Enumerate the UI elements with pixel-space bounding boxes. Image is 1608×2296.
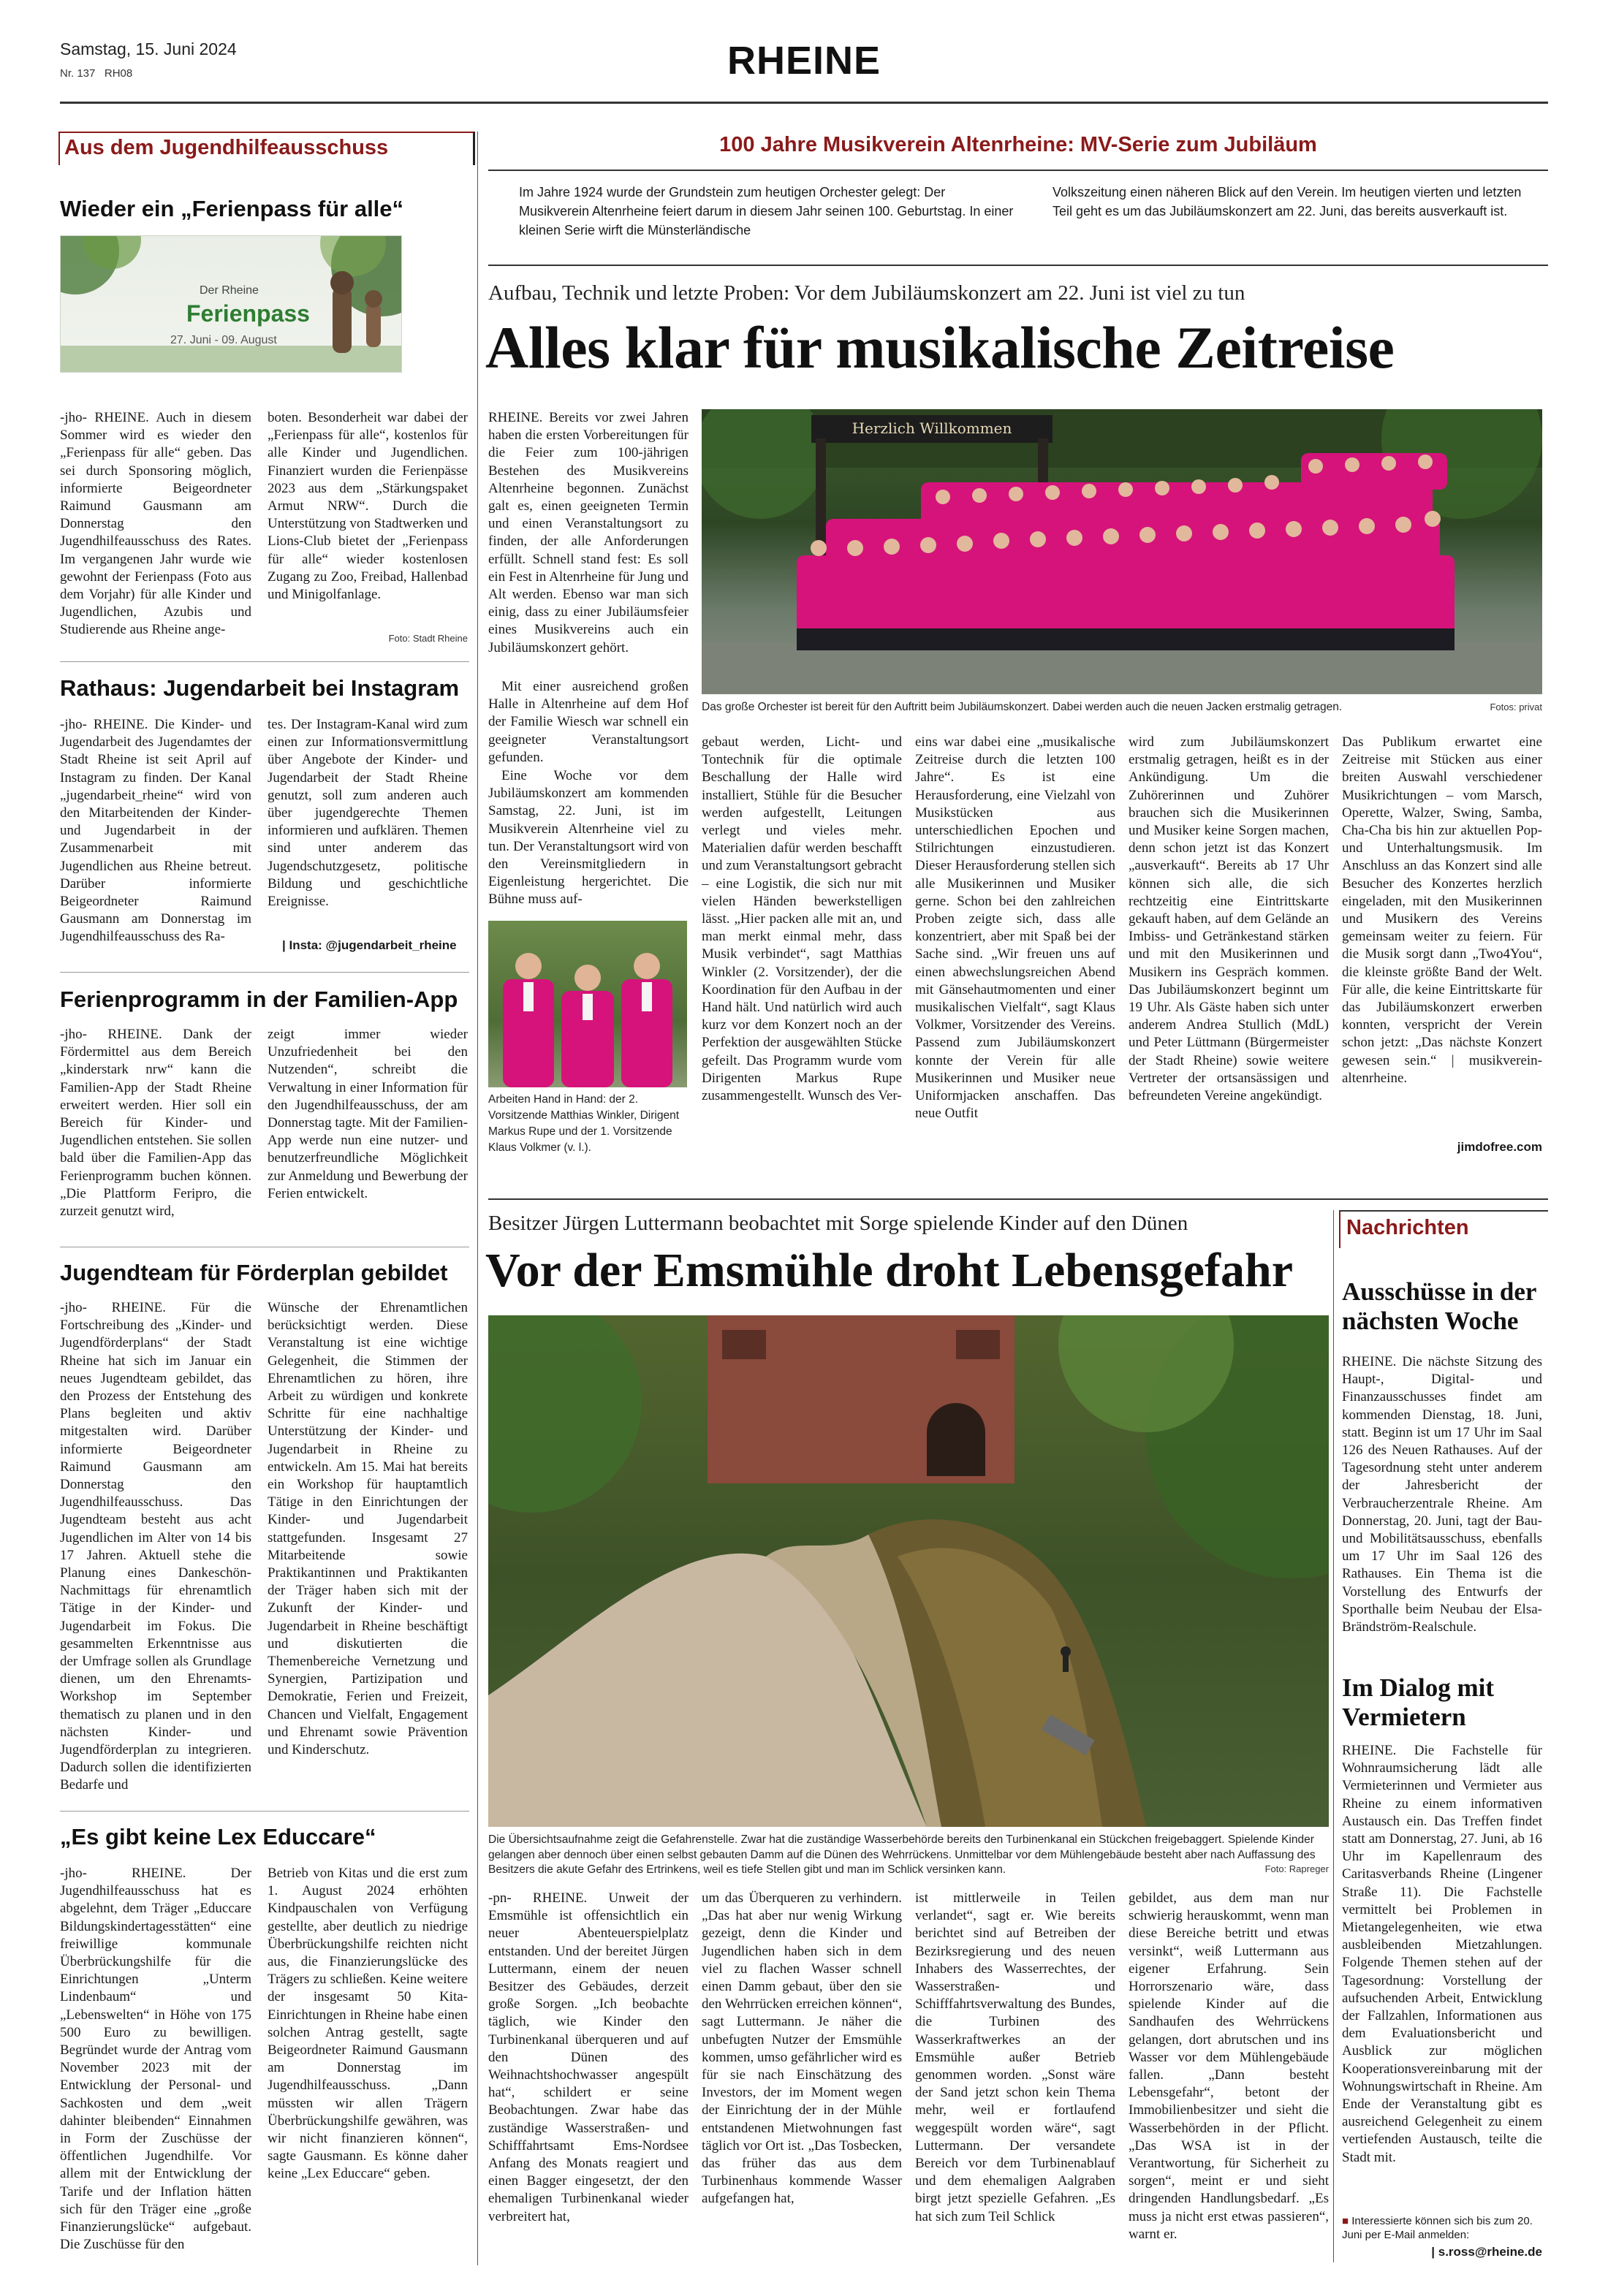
masthead-date: Samstag, 15. Juni 2024 bbox=[60, 39, 237, 58]
board-caption: Arbeiten Hand in Hand: der 2. Vorsitzende Matthias Winkler, Dirigent Markus Rupe und der 1. Vorsitzende Klaus Volkmer (v. l.). bbox=[488, 1093, 680, 1154]
mv-col4: wird zum Jubiläumskonzert erstmalig getragen, heißt es in der Ankündigung. Um die Zuhörerinnen und Zuhörer brauchen sich die Musikerinnen und Musiker keine Sorgen machen, denn schon jetzt ist das Konzert „ausverkauft“. Bereits ab 17 Uhr können sich alle, die sich rechtzeitig eine Eintrittskarte gekauft haben, auf dem Gelände an Imbiss- und Getränkestand stärken und mit den Musikerinnen und Musikern ins Gespräch kommen. Das Jubiläumskonzert beginnt um 19 Uhr. Als Gäste haben sich unter anderem Andrea Stullich (MdL) und Peter Lüttmann (Bürgermeister der Stadt Rheine) sowie weitere Vertreter der ortsansässigen und befreundeten Vereine angekündigt. bbox=[1129, 734, 1329, 1104]
jugendteam-col1: -jho- RHEINE. Für die Fortschreibung des „Kinder- und Jugendförderplans“ der Stadt Rheine hat sich im Januar ein neues Jugendteam gebildet, das den Prozess der Entstehung des Plans begleiten und aktiv mitgestalten wird. Darüber informierte Beigeordneter Raimund Gausmann am Donnerstag den Jugendhilfeausschuss. Das Jugendteam besteht aus acht Jugendlichen im Alter von 14 bis 17 Jahren. Aktuell stehe die Planung eines Dankeschön-Nachmittags für ehrenamtlich Tätige in der Kinder- und Jugendarbeit im Fokus. Die gesammelten Erkenntnisse aus der Umfrage sollen als Grundlage dienen, um den Ehrenamts-Workshop im September thematisch zu planen und in den nächsten Kinder- und Jugendförderplan zu integrieren. Dadurch sollen die identifizierten Bedarfe und bbox=[60, 1300, 251, 1793]
orchestra-graphic bbox=[702, 409, 1542, 694]
news-note-text: Interessierte können sich bis zum 20. Juni per E-Mail anmelden: bbox=[1342, 2215, 1533, 2241]
mv-bottom-rule bbox=[488, 1198, 1548, 1200]
divider-2 bbox=[60, 972, 469, 973]
educcare-col2: Betrieb von Kitas und die erst zum 1. August 2024 erhöhten Kindpauschalen von Verfügung gestellte, aber deutlich zu niedrige Überbrückungshilfe reichten nicht aus, die Finanzierungslücke des Trägers zu schließen. Keine weitere der insgesamt 50 Kita-Einrichtungen in Rheine habe einen solchen Antrag gestellt, sagte Beigeordneter Raimund Gausmann am Donnerstag im Jugendhilfeausschuss. „Dann müssten wir allen Trägern Überbrückungshilfe gewähren, was wir nicht finanzieren können“, sagte Gausmann. Es könne daher keine „Lex Educcare“ geben. bbox=[268, 1866, 468, 2182]
emsmuehle-graphic bbox=[488, 1315, 1329, 1827]
instagram-col1: -jho- RHEINE. Die Kinder- und Jugendarbeit des Jugendamtes der Stadt Rheine ist seit April auf Instagram zu finden. Der Kanal „jugendarbeit_rheine“ wird von den Mitarbeitenden der Kinder- und Jugendarbeit in der Zusammenarbeit mit Jugendlichen aus Rheine betreut. Darüber informierte Beigeordneter Raimund Gausmann am Donnerstag im Jugendhilfeausschuss des Ra- bbox=[60, 717, 251, 945]
ems-headline: Vor der Emsmühle droht Lebensgefahr bbox=[485, 1244, 1293, 1297]
ems-col1: -pn- RHEINE. Unweit der Emsmühle ist offensichtlich ein neuer Abenteuerspielplatz entstanden. Und der bereitet Jürgen Luttermann, einem der neuen Besitzer des Gebäudes, derzeit große Sorgen. „Ich beobachte täglich, wie Kinder den Turbinenkanal überqueren und auf den Dünen des Weihnachtshochwasser angespült hat“, schildert er seine Beobachtungen. Zwar habe das zuständige Wasserstraßen- und Schifffahrtsamt Ems-Nordsee Anfang des Monats reagiert und einen Bagger eingesetzt, der den ehemaligen Turbinenkanal wieder verbreitert hat, bbox=[488, 1890, 689, 2224]
orchestra-credit: Fotos: privat bbox=[1490, 702, 1542, 712]
familienapp-col1: -jho- RHEINE. Dank der Fördermittel aus dem Bereich „kinderstark nrw“ kann die Familien-App der Stadt Rheine erweitert werden. Hier soll ein Bereich für Kinder- und Jugendlichen entstehen. Sie sollen bald über die Familien-App das Ferienprogramm buchen können. „Die Plattform Feripro, die zurzeit genutzt wird, bbox=[60, 1027, 251, 1220]
news-t1: RHEINE. Die nächste Sitzung des Haupt-, Digital- und Finanzausschusses findet am kommenden Dienstag, 18. Juni, statt. Beginn ist um 17 Uhr im Saal 126 des Neuen Rathauses. Auf der Tagesordnung steht unter anderem der Jahresbericht der Verbraucherzentrale Rheine. Am Donnerstag, 20. Juni, tagt der Bau- und Mobilitätsausschuss, ebenfalls um 17 Uhr im Saal 126 des Rathauses. Ein Thema ist die Vorstellung des Entwurfs der Sporthalle beim Neubau der Elsa-Brändström-Realschule. bbox=[1342, 1354, 1542, 1635]
ems-subhead: Besitzer Jürgen Luttermann beobachtet mit Sorge spielende Kinder auf den Dünen bbox=[488, 1212, 1188, 1235]
mv-col3: eins war dabei eine „musikalische Zeitreise durch die letzten 100 Jahre“. Es ist eine Herausforderung, eine Vielzahl von Musikstücken aus unterschiedlichen Epochen und Stilrichtungen einzustudieren. Dieser Herausforderung stellen sich alle Musikerinnen und Musiker gerne. Schon bei den zahlreichen Proben zeigte sich, dass alle konzentriert, aber mit Spaß bei der Sache sind. „Wir freuen uns auf einen abwechslungsreichen Abend mit Gänsehautmomenten und einer musikalischen Vielfalt“, sagt Klaus Volkmer, Vorsitzender des Vereins. Passend zum Jubiläumskonzert konnte der Verein für alle Musikerinnen und Musiker neue Uniformjacken anschaffen. Das neue Outfit bbox=[915, 734, 1115, 1122]
divider-1 bbox=[60, 661, 469, 662]
orchestra-caption: Das große Orchester ist bereit für den Auftritt beim Jubiläumskonzert. Dabei werden auch die neuen Jacken erstmalig getragen. bbox=[702, 701, 1343, 713]
board-graphic bbox=[488, 921, 687, 1087]
mv-col1b: Mit einer ausreichend großen Halle in Altenrheine auf dem Hof der Familie Wiesch war schnell ein geeigneter Veranstaltungsort gefunden. bbox=[488, 679, 689, 765]
column-divider-left bbox=[477, 132, 478, 2265]
educcare-headline: „Es gibt keine Lex Educcare“ bbox=[60, 1824, 376, 1850]
bullet-icon: ■ bbox=[1342, 2215, 1349, 2227]
mv-intro-2: Volkszeitung einen näheren Blick auf den Verein. Im heutigen vierten und letzten Teil geht es um das Jubiläumskonzert am 22. Juni, das bereits ausverkauft ist. bbox=[1053, 185, 1522, 218]
mv-col1a: RHEINE. Bereits vor zwei Jahren haben die ersten Vorbereitungen für die Feier zum 100-jährigen Bestehen des Musikvereins Altenrheine begonnen. Zunächst galt es, einen geeigneten Termin und einen Veranstaltungsort zu finden, der alle Anforderungen erfüllt. Schnell stand fest: Es soll ein Fest in Altenrheine für Jung und Alt werden. Ebenso war man sich einig, dass zu einer Jubiläumsfeier eines Musikvereins auch ein Jubiläumskonzert gehört. bbox=[488, 410, 689, 655]
ferienpass-img-line2: Ferienpass bbox=[186, 300, 310, 327]
emsmuehle-credit: Foto: Rapreger bbox=[1264, 1863, 1329, 1874]
emsmuehle-caption: Die Übersichtsaufnahme zeigt die Gefahrenstelle. Zwar hat die zuständige Wasserbehörde bereits den Turbinenkanal ein Stückchen freigebaggert. Spielende Kinder gelangen aber dennoch über einen selbst gebauten Damm auf die Dünen des Wehrrückens. Unmittelbar vor dem Mühlengebäude besteht aber nach Auffassung des Besitzers die akute Gefahr des Ertrinkens, weil es tiefe Stellen gibt und man im Schlick versinken kann. bbox=[488, 1833, 1316, 1876]
divider-4 bbox=[60, 1811, 469, 1812]
familienapp-col2: zeigt immer wieder Unzufriedenheit bei den Nutzenden“, schreibt die Verwaltung in einer Information für den Jugendhilfeausschuss, der am Donnerstag tagte. Mit der Familien-App werde nun eine nutzer- und benutzerfreundliche Möglichkeit zur Anmeldung und Bewerbung der Ferien entwickelt. bbox=[268, 1027, 468, 1201]
column-divider-right bbox=[1333, 1210, 1334, 2262]
emsmuehle-photo bbox=[488, 1315, 1329, 1827]
instagram-headline: Rathaus: Jugendarbeit bei Instagram bbox=[60, 675, 460, 701]
mv-intro-rule bbox=[488, 265, 1548, 266]
issue-number: Nr. 137 bbox=[60, 67, 96, 80]
jugendteam-col2: Wünsche der Ehrenamtlichen berücksichtigt werden. Diese Veranstaltung ist eine wichtige Gelegenheit, die Stimmen der Ehrenamtlichen zu hören, ihre Arbeit zu würdigen und konkrete Schritte für eine nachhaltige Unterstützung der Kinder- und Jugendarbeit in Rheine zu entwickeln. Am 15. Mai hat bereits ein Workshop für hauptamtlich Tätige in den Einrichtungen der Kinder- und Jugendarbeit stattgefunden. Insgesamt 27 Mitarbeitende sowie Praktikantinnen und Praktikanten der Träger haben sich mit der Zukunft der Kinder- und Jugendarbeit in Rheine beschäftigt und diskutierten die Themenbereiche Vernetzung und Synergien, Partizipation und Demokratie, Ferien und Freizeit, Chancen und Vielfalt, Engagement und Ehrenamt sowie Prävention und Kinderschutz. bbox=[268, 1300, 468, 1758]
ems-col3: ist mittlerweile in Teilen verlandet“, sagt er. Wie bereits berichtet sind auf Betreiben der Bezirksregierung und des neuen Inhabers des Wasserrechtes, der Wasserstraßen- und Schifffahrtsverwaltung des Bundes, die Turbinen des Wasserkraftwerkes an der Emsmühle außer Betrieb genommen worden. „Sonst wäre der Sand jetzt schon kein Thema mehr, weil er fortlaufend weggespült worden wäre“, sagt Luttermann. Der versandete Bereich vor dem Turbinenablauf und dem ehemaligen Aalgraben birgt jetzt spezielle Gefahren. „Es hat sich zum Teil Schlick bbox=[915, 1890, 1115, 2224]
left-kicker: Aus dem Jugendhilfeausschuss bbox=[64, 136, 389, 159]
news-note bbox=[1342, 2214, 1547, 2242]
jugendteam-headline: Jugendteam für Förderplan gebildet bbox=[60, 1260, 448, 1285]
mv-headline: Alles klar für musikalische Zeitreise bbox=[485, 314, 1395, 381]
welcome-sign: Herzlich Willkommen bbox=[852, 419, 1012, 437]
ferienpass-image bbox=[60, 235, 402, 373]
news-h1: Ausschüsse in der nächsten Woche bbox=[1342, 1277, 1536, 1335]
mv-col2: gebaut werden, Licht- und Tontechnik für die optimale Beschallung der Halle wird installiert, Stühle für die Besucher werden aufgestellt, Leitungen verlegt und vieles mehr. Materialien dafür werden beschafft und zum Veranstaltungsort gebracht – eine Logistik, die sich nur mit vielen Händen bewerkstelligen lässt. „Hier packen alle mit an, und man merkt einmal mehr, dass Musik verbindet“, sagt Matthias Winkler (2. Vorsitzender), der die Koordination für den Aufbau in der Hand hält. Und natürlich wird auch kurz vor dem Konzert noch an der Perfektion der ausgewählten Stücke gefeilt. Das Programm wurde vom Dirigenten Markus Rupe zusammengestellt. Wunsch des Ver- bbox=[702, 734, 902, 1104]
mv-subhead: Aufbau, Technik und letzte Proben: Vor dem Jubiläumskonzert am 22. Juni ist viel zu tun bbox=[488, 281, 1245, 305]
ferienpass-headline: Wieder ein „Ferienpass für alle“ bbox=[60, 196, 404, 221]
edition-code: RH08 bbox=[104, 67, 133, 80]
masthead-rule bbox=[60, 102, 1548, 104]
instagram-handle: | Insta: @jugendarbeit_rheine bbox=[282, 938, 457, 952]
familienapp-headline: Ferienprogramm in der Familien-App bbox=[60, 987, 458, 1012]
mv-kicker: 100 Jahre Musikverein Altenrheine: MV-Serie zum Jubiläum bbox=[719, 133, 1317, 156]
news-h2-visible: Im Dialog mit Vermietern bbox=[1342, 1673, 1547, 1732]
mv-col1c: Eine Woche vor dem Jubiläumskonzert am kommenden Samstag, 22. Juni, ist im Musikverein Altenrheine viel zu tun. Der Veranstaltungsort wird von den Vereinsmitgliedern in Eigenleistung hergerichtet. Die Bühne muss auf- bbox=[488, 768, 689, 908]
mv-col5: Das Publikum erwartet eine Zeitreise mit Stücken aus einer breiten Auswahl verschiedener Musikrichtungen – vom Marsch, Operette, Walzer, Swing, Samba, Cha-Cha bis hin zur aktuellen Pop- und Unterhaltungsmusik. Im Anschluss an das Konzert sind alle Besucher des Konzertes herzlich eingeladen, mit den Musikerinnen und Musikern des Vereins gemeinsam weiter zu feiern. Für die Musik sorgt dann „Two4You“, die kleinste größte Band der Welt. Für alle, die keine Eintrittskarte für das Jubiläumskonzert erwerben konnten, verspricht der Verein schon jetzt: „Das nächste Konzert gewesen sein.“ | musikverein-altenrheine. bbox=[1342, 734, 1542, 1086]
educcare-col1: -jho- RHEINE. Der Jugendhilfeausschuss hat es abgelehnt, dem Träger „Educcare Bildungskindertagesstätten“ eine freiwillige kommunale Überbrückungshilfe für die Einrichtungen „Unterm Lindenbaum“ und „Lebenswelten“ in Höhe von 175 500 Euro zu bewilligen. Begründet wurde der Antrag vom November 2023 mit der Entwicklung der Personal- und Sachkosten und dem „weit dahinter bleibenden“ Einnahmen in Form der Zuschüsse der öffentlichen Jugendhilfe. Vor allem mit der Entwicklung der Tarife und der Inflation hätten sich für den Träger eine „große Finanzierungslücke“ aufgebaut. Die Zuschüsse für den bbox=[60, 1866, 251, 2253]
news-t2: RHEINE. Die Fachstelle für Wohnraumsicherung lädt alle Vermieterinnen und Vermieter aus Rheine zu einem informativen Austausch ein. Das Treffen findet statt am Donnerstag, 27. Juni, ab 16 Uhr im Kapellenraum des Caritasverbands Rheine (Lingener Straße 11). Die Fachstelle vermittelt bei Problemen in Mietangelegenheiten, wie etwa ausbleibenden Mietzahlungen. Folgende Themen stehen auf der Tagesordnung: Vorstellung der aufsuchenden Arbeit, Entwicklung der Fallzahlen, Informationen aus dem Evaluationsbericht und Ausblick zur möglichen Kooperationsvereinbarung mit der Wohnungswirtschaft in Rheine. Am Ende der Veranstaltung gibt es ausreichend Gelegenheit zu einem vertiefenden Austausch, teilte die Stadt mit. bbox=[1342, 1742, 1542, 2210]
news-email[interactable]: | s.ross@rheine.de bbox=[1431, 2245, 1542, 2259]
board-photo bbox=[488, 921, 687, 1087]
mv-kicker-rule bbox=[488, 170, 1548, 171]
instagram-col2: tes. Der Instagram-Kanal wird zum einen zur Informationsvermittlung über Angebote der Kinder- und Jugendarbeit der Stadt Rheine genutzt, soll zum anderen auch über jugendgerechte Themen informieren und aufklären. Themen sind unter anderem das Jugendschutzgesetz, politische Bildung und geschichtliche Ereignisse. bbox=[268, 717, 468, 910]
ems-col2: um das Überqueren zu verhindern. „Das hat aber nur wenig Wirkung gezeigt, denn die Kinder und Jugendlichen haben sich in dem viel zu flachen Wasser schnell einen Damm gebaut, über den sie den Wehrrücken erreichen können“, sagt Luttermann. Je näher die unbefugten Nutzer der Emsmühle kommen, umso gefährlicher wird es für sie nach Einschätzung des Investors, der im Moment wegen der Einrichtung der in der Mühle entstandenen Mietwohnungen fast täglich vor Ort ist. „Das Tosbecken, das früher das aus dem Turbinenhaus kommende Wasser aufgefangen hat, bbox=[702, 1890, 902, 2207]
section-title: RHEINE bbox=[727, 39, 881, 83]
ferienpass-credit: Foto: Stadt Rheine bbox=[388, 633, 468, 644]
mv-intro-1: Im Jahre 1924 wurde der Grundstein zum heutigen Orchester gelegt: Der Musikverein Altenrheine feiert darum in diesem Jahr seinen 100. Geburtstag. In einer kleinen Serie wirft die Münsterländische bbox=[519, 185, 1014, 237]
ferienpass-img-line1: Der Rheine bbox=[200, 284, 259, 297]
ferienpass-col2: boten. Besonderheit war dabei der „Ferienpass für alle“, kostenlos für alle Kinder und Jugendlichen. Finanziert wurden die Ferienpässe 2023 aus dem „Stärkungspaket Armut NRW“. Durch die Unterstützung von Stadtwerken und Lions-Club bietet der „Ferienpass für alle“ wieder kostenlosen Zugang zu Zoo, Freibad, Hallenbad und Minigolfanlage. bbox=[268, 410, 468, 603]
news-kicker: Nachrichten bbox=[1346, 1216, 1469, 1239]
ferienpass-img-line3: 27. Juni - 09. August bbox=[170, 334, 277, 346]
mv-link-end: jimdofree.com bbox=[1457, 1140, 1542, 1154]
ferienpass-col1: -jho- RHEINE. Auch in diesem Sommer wird es wieder den „Ferienpass für alle“ geben. Das sei durch Sponsoring möglich, informierte Beigeordneter Raimund Gausmann am Donnerstag den Jugendhilfeausschuss des Rates. Im vergangenen Jahr wurde wie gewohnt der Ferienpass (Foto aus dem Vorjahr) für alle Kinder und Jugendlichen, Azubis und Studierende aus Rheine ange- bbox=[60, 410, 251, 638]
ems-col4: gebildet, aus dem man nur schwierig herauskommt, wenn man diese Bereiche betritt und etwas versinkt“, weiß Luttermann aus eigener Erfahrung. Sein Horrorszenario wäre, dass spielende Kinder auf die Sandhaufen des Wehrrückens gelangen, dort abrutschen und ins Wasser vor dem Mühlengebäude fallen. „Dann besteht Lebensgefahr“, betont der Immobilienbesitzer und sieht die Wasserbehörden in der Pflicht. „Das WSA ist in der Verantwortung, für Sicherheit zu sorgen“, meint er und sieht dringenden Handlungsbedarf. „Es muss ja nicht erst etwas passieren“, warnt er. bbox=[1129, 1890, 1329, 2242]
orchestra-photo bbox=[702, 409, 1542, 694]
